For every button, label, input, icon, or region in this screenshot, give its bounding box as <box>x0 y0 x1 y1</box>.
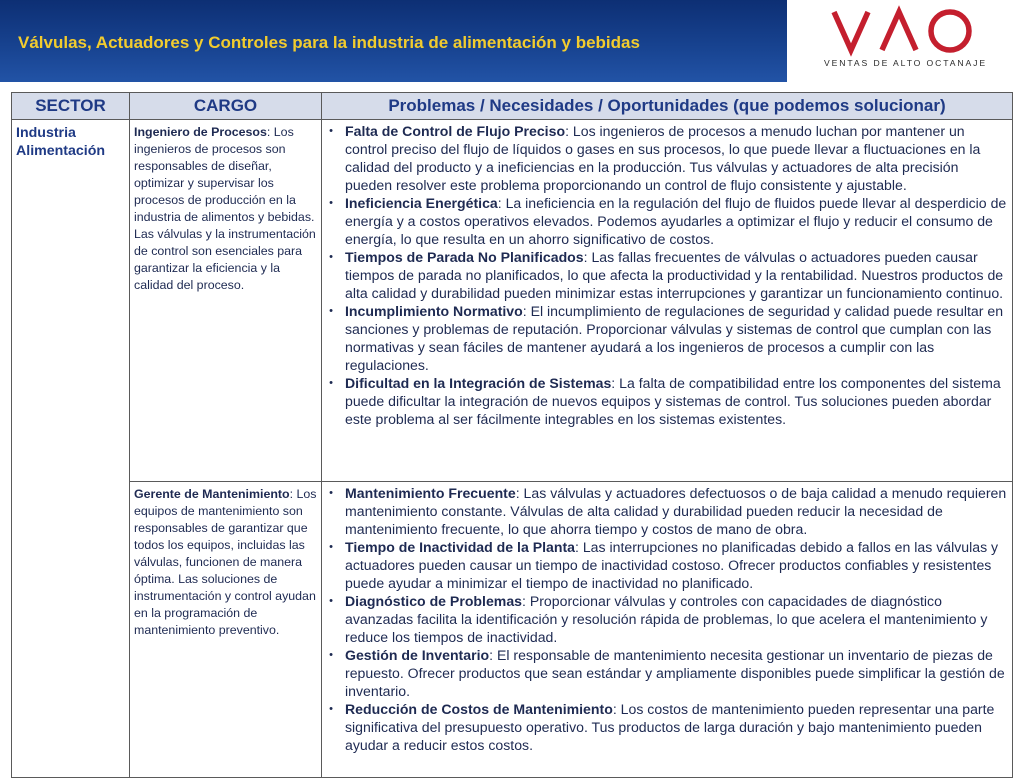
problems-list <box>325 484 1008 754</box>
list-item <box>325 646 1008 700</box>
item-text: : Las válvulas y actuadores defectuosos o de baja calidad a menudo requieren mantenimiento constante. Válvulas de alta calidad y durabilidad pueden reducir la necesidad de mantenimiento frecuente, lo que ahorra tiempo y costos de mano de obra. <box>345 485 1007 537</box>
item-title: Dificultad en la Integración de Sistemas <box>345 375 612 391</box>
item-title: Tiempos de Parada No Planificados <box>345 249 584 265</box>
company-logo <box>787 0 1024 82</box>
list-item <box>325 302 1008 374</box>
header-cargo: CARGO <box>130 93 322 120</box>
list-item <box>325 538 1008 592</box>
role-title: Gerente de Mantenimiento <box>134 487 290 501</box>
bullet-icon: • <box>329 649 333 661</box>
header-sector: SECTOR <box>12 93 130 120</box>
list-item <box>325 122 1008 194</box>
title-banner <box>0 0 787 82</box>
list-item <box>325 484 1008 538</box>
bullet-icon: • <box>329 541 333 553</box>
item-title: Diagnóstico de Problemas <box>345 593 522 609</box>
item-text: : La falta de compatibilidad entre los componentes del sistema puede dificultar la integración de nuevos equipos y sistemas de control. Tus soluciones pueden abordar este problema al ser fácilmente integrables en los sistemas existentes. <box>345 375 1001 427</box>
item-title: Tiempo de Inactividad de la Planta <box>345 539 576 555</box>
item-text: : El responsable de mantenimiento necesita gestionar un inventario de piezas de repuesto. Ofrecer productos que sean estándar y ampliamente disponibles puede simplificar la gestión de inventario. <box>345 647 1005 699</box>
bullet-icon: • <box>329 251 333 263</box>
list-item <box>325 248 1008 302</box>
item-text: : Las interrupciones no planificadas debido a fallos en las válvulas y actuadores pueden causar un tiempo de inactividad costoso. Ofrecer productos confiables y resistentes puede ayudar a minimizar el tiempo de inactividad no planificado. <box>345 539 999 591</box>
problems-list <box>325 122 1008 428</box>
item-title: Reducción de Costos de Mantenimiento <box>345 701 613 717</box>
table-header-row <box>12 93 1013 120</box>
item-title: Gestión de Inventario <box>345 647 490 663</box>
item-text: : La ineficiencia en la regulación del flujo de fluidos puede llevar al desperdicio de energía y a costos operativos elevados. Podemos ayudarles a optimizar el flujo y reducir el consumo de energía, lo que resulta en un ahorro significativo de costos. <box>345 195 1007 247</box>
page-title: Válvulas, Actuadores y Controles para la industria de alimentación y bebidas <box>18 33 640 52</box>
cargo-cell <box>130 482 322 778</box>
list-item <box>325 194 1008 248</box>
bullet-icon: • <box>329 377 333 389</box>
item-text: : El incumplimiento de regulaciones de seguridad y calidad puede resultar en sanciones y problemas de reputación. Proporcionar válvulas y sistemas de control que cumplan con las normativas y sean fáciles de mantener ayudará a los ingenieros de procesos a cumplir con las regulaciones. <box>345 303 1004 373</box>
item-title: Falta de Control de Flujo Preciso <box>345 123 566 139</box>
bullet-icon: • <box>329 125 333 137</box>
problems-cell <box>322 482 1013 778</box>
bullet-icon: • <box>329 305 333 317</box>
table-body <box>12 120 1013 778</box>
bullet-icon: • <box>329 595 333 607</box>
vao-logo-icon <box>787 0 1024 60</box>
item-text: : Los ingenieros de procesos a menudo luchan por mantener un control preciso del flujo de líquidos o gases en sus procesos, lo que puede llevar a fluctuaciones en la calidad del producto y a ineficiencias en la producción. Tus válvulas y actuadores de alta precisión pueden resolver este problema proporcionando un control de flujo consistente y ajustable. <box>345 123 981 193</box>
item-title: Mantenimiento Frecuente <box>345 485 516 501</box>
list-item <box>325 700 1008 754</box>
bullet-icon: • <box>329 703 333 715</box>
list-item <box>325 592 1008 646</box>
table-row <box>12 120 1013 482</box>
problems-cell <box>322 120 1013 482</box>
sector-cell: Industria Alimentación <box>12 120 130 778</box>
item-title: Ineficiencia Energética <box>345 195 498 211</box>
bullet-icon: • <box>329 197 333 209</box>
item-text: : Los costos de mantenimiento pueden representar una parte significativa del presupuesto operativo. Tus productos de larga duración y bajo mantenimiento pueden ayudar a reducir estos costos. <box>345 701 995 753</box>
list-item <box>325 374 1008 428</box>
item-title: Incumplimiento Normativo <box>345 303 523 319</box>
header-problems: Problemas / Necesidades / Oportunidades (que podemos solucionar) <box>322 93 1013 120</box>
item-text: : Las fallas frecuentes de válvulas o actuadores pueden causar tiempos de parada no planificados, lo que afecta la productividad y la rentabilidad. Nuestros productos de alta calidad y durabilidad pueden minimizar estas interrupciones y garantizar un funcionamiento continuo. <box>345 249 1004 301</box>
table-row <box>12 482 1013 778</box>
cargo-cell <box>130 120 322 482</box>
role-title: Ingeniero de Procesos <box>134 125 267 139</box>
item-text: : Proporcionar válvulas y controles con capacidades de diagnóstico avanzadas facilita la identificación y resolución rápida de problemas, lo que acelera el mantenimiento y reduce los tiempos de inactividad. <box>345 593 988 645</box>
bullet-icon: • <box>329 487 333 499</box>
role-description: : Los ingenieros de procesos son responsables de diseñar, optimizar y supervisar los procesos de producción en la industria de alimentos y bebidas. Las válvulas y la instrumentación de control son esenciales para garantizar la eficiencia y la calidad del proceso. <box>134 125 316 292</box>
role-description: : Los equipos de mantenimiento son responsables de garantizar que todos los equipos, incluidas las válvulas, funcionen de manera óptima. Las soluciones de instrumentación y control ayudan en la programación de mantenimiento preventivo. <box>134 487 317 637</box>
opportunities-table <box>11 92 1013 778</box>
logo-tagline: VENTAS DE ALTO OCTANAJE <box>824 58 987 68</box>
